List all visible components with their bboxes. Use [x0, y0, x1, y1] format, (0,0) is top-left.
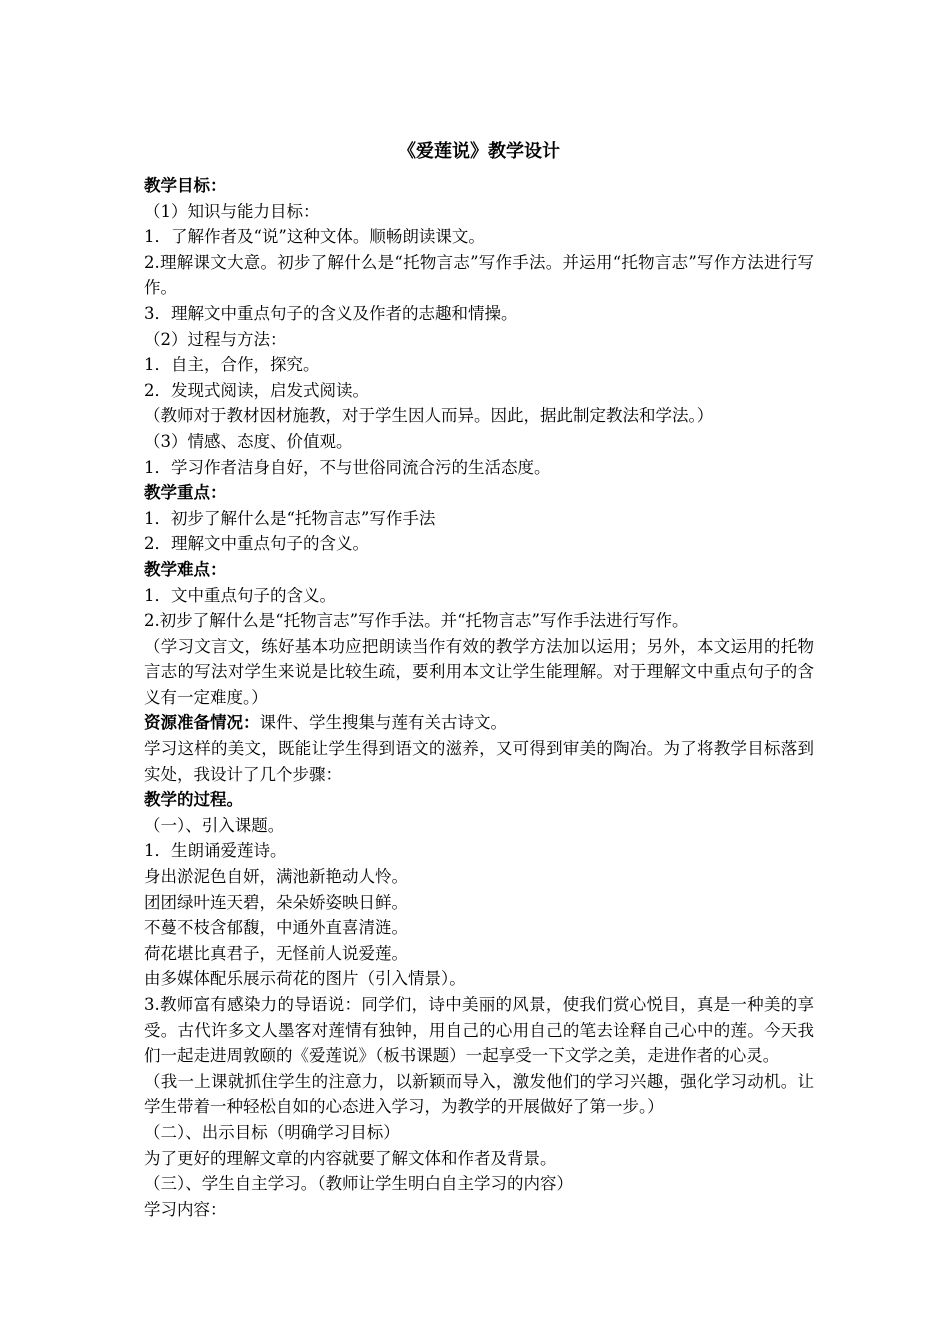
- process-heading: 教学的过程。: [144, 790, 243, 810]
- objective1-item3: 3．理解文中重点句子的含义及作者的志趣和情操。: [144, 303, 518, 323]
- document-page: [144, 137, 814, 1222]
- difficulty-item2: 2.初步了解什么是“托物言志”写作手法。并“托物言志”写作手法进行写作。: [144, 611, 689, 631]
- objective2-item2: 2．发现式阅读，启发式阅读。: [144, 380, 369, 400]
- key-point-item2: 2．理解文中重点句子的含义。: [144, 534, 369, 554]
- poem-line4: 荷花堪比真君子，无怪前人说爱莲。: [144, 943, 408, 963]
- step1-media: 由多媒体配乐展示荷花的图片（引入情景）。: [144, 969, 466, 989]
- objective1-item1: 1．了解作者及“说”这种文体。顺畅朗读课文。: [144, 227, 485, 247]
- step1-item3: 3.教师富有感染力的导语说：同学们，诗中美丽的风景，使我们赏心悦目，真是一种美的享受。古代许多文人墨客对莲情有独钟，用自己的心用自己的笔去诠释自己心中的莲。今天我们一起走进周敦颐的《爱莲说》（板书课题）一起享受一下文学之美，走进作者的心灵。: [144, 995, 814, 1066]
- intro-paragraph: 学习这样的美文，既能让学生得到语文的滋养，又可得到审美的陶冶。为了将教学目标落到实处，我设计了几个步骤：: [144, 739, 814, 784]
- objective3-heading: （3）情感、态度、价值观。: [144, 431, 353, 451]
- resource-line: [144, 710, 814, 736]
- step1-item1: 1．生朗诵爱莲诗。: [144, 841, 287, 861]
- objective1-heading: （1）知识与能力目标：: [144, 201, 320, 221]
- difficulty-item1: 1．文中重点句子的含义。: [144, 585, 336, 605]
- objective2-note: （教师对于教材因材施教，对于学生因人而异。因此，据此制定教法和学法。）: [144, 406, 714, 426]
- step3-text: 学习内容：: [144, 1199, 227, 1219]
- poem-line3: 不蔓不枝含郁馥，中通外直喜清涟。: [144, 918, 408, 938]
- document-title: 《爱莲说》教学设计: [398, 141, 560, 162]
- step1-heading: （一）、引入课题。: [144, 815, 285, 835]
- poem-line2: 团团绿叶连天碧，朵朵娇姿映日鲜。: [144, 892, 408, 912]
- resource-text: 课件、学生搜集与莲有关古诗文。: [259, 713, 507, 733]
- objective2-heading: （2）过程与方法：: [144, 329, 287, 349]
- difficulty-note: （学习文言文，练好基本功应把朗读当作有效的教学方法加以运用；另外，本文运用的托物言志的写法对学生来说是比较生疏，要利用本文让学生能理解。对于理解文中重点句子的含义有一定难度。）: [144, 636, 814, 707]
- objective3-item1: 1．学习作者洁身自好，不与世俗同流合污的生活态度。: [144, 457, 551, 477]
- key-point-item1: 1．初步了解什么是“托物言志”写作手法: [144, 508, 436, 528]
- resource-label: 资源准备情况：: [144, 713, 260, 733]
- step2-text: 为了更好的理解文章的内容就要了解文体和作者及背景。: [144, 1148, 557, 1168]
- poem-line1: 身出淤泥色自妍，满池新艳动人怜。: [144, 867, 408, 887]
- step3-heading: （三）、学生自主学习。（教师让学生明白自主学习的内容）: [144, 1174, 573, 1194]
- step1-note: （我一上课就抓住学生的注意力，以新颖而导入，激发他们的学习兴趣，强化学习动机。让学生带着一种轻松自如的心态进入学习，为教学的开展做好了第一步。）: [144, 1071, 814, 1117]
- objectives-heading: 教学目标：: [144, 176, 227, 195]
- step2-heading: （二）、出示目标（明确学习目标）: [144, 1122, 400, 1142]
- objective2-item1: 1．自主，合作，探究。: [144, 355, 320, 375]
- objective1-item2: 2.理解课文大意。初步了解什么是“托物言志”写作手法。并运用“托物言志”写作方法进行写作。: [144, 252, 814, 298]
- difficulty-heading: 教学难点：: [144, 559, 227, 579]
- key-points-heading: 教学重点：: [144, 483, 227, 503]
